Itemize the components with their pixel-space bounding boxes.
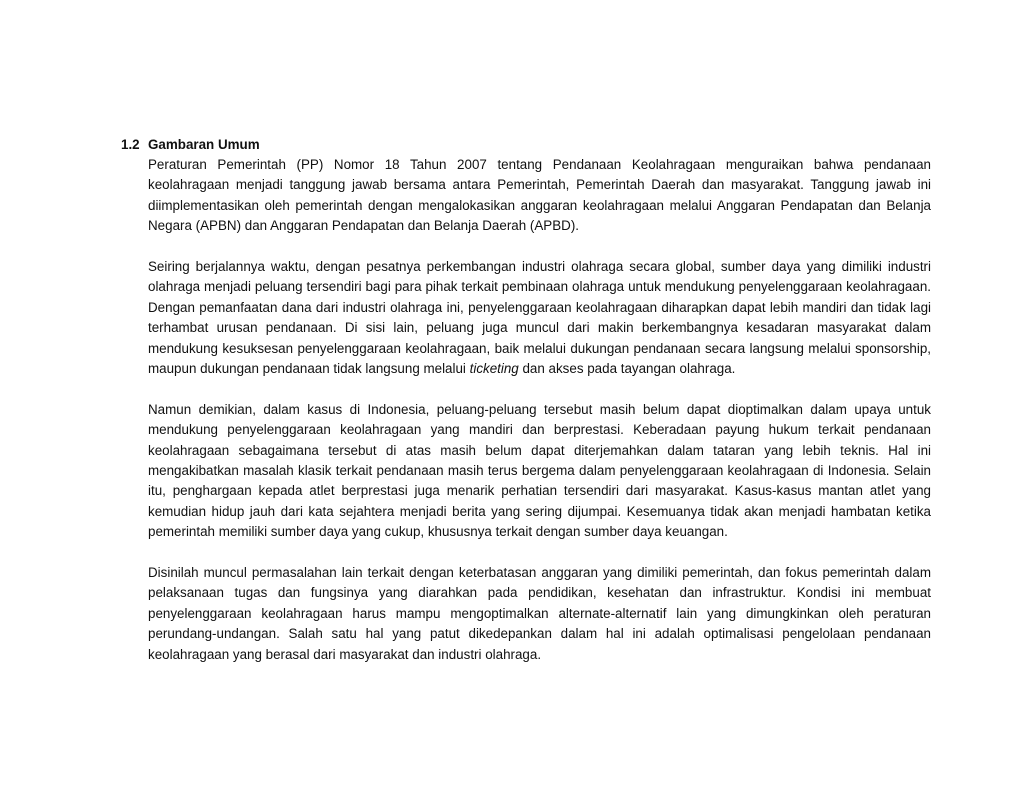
paragraph-1: Peraturan Pemerintah (PP) Nomor 18 Tahun 2007 tentang Pendanaan Keolahragaan menguraikan bahwa pendanaan keolahragaan menjadi tanggung jawab bersama antara Pemerintah, Pemerintah Daerah dan masyarakat. Tanggung jawab ini diimplementasikan oleh pemerintah dengan mengalokasikan anggaran keolahragaan melalui Anggaran Pendapatan dan Belanja Negara (APBN) dan Anggaran Pendapatan dan Belanja Daerah (APBD). [148,157,931,234]
paragraph-3: Namun demikian, dalam kasus di Indonesia, peluang-peluang tersebut masih belum dapat dioptimalkan dalam upaya untuk mendukung penyelenggaraan keolahragaan yang mandiri dan berprestasi. Keberadaan payung hukum terkait pendanaan keolahragaan sebagaimana tersebut di atas masih belum dapat diterjemahkan dalam tataran yang lebih teknis. Hal ini mengakibatkan masalah klasik terkait pendanaan masih terus bergema dalam penyelenggaraan keolahragaan di Indonesia. Selain itu, penghargaan kepada atlet berprestasi juga menarik perhatian tersendiri dari masyarakat. Kasus-kasus mantan atlet yang kemudian hidup jauh dari kata sejahtera menjadi berita yang sering dijumpai. Kesemuanya tidak akan menjadi hambatan ketika pemerintah memiliki sumber daya yang cukup, khususnya terkait dengan sumber daya keuangan. [148,401,931,540]
paragraph-2 [148,257,931,379]
paragraph-2-text-after: dan akses pada tayangan olahraga. [518,361,736,377]
section-heading [121,135,260,155]
paragraph-2-text-before: Seiring berjalannya waktu, dengan pesatnya perkembangan industri olahraga secara global, sumber daya yang dimiliki industri olahraga menjadi peluang tersendiri bagi para pihak terkait pembinaan olahraga untuk mendukung penyelenggaraan keolahragaan. Dengan pemanfaatan dana dari industri olahraga ini, penyelenggaraan keolahragaan diharapkan dapat lebih mandiri dan tidak lagi terhambat urusan pendanaan. Di sisi lain, peluang juga muncul dari makin berkembangnya kesadaran masyarakat dalam mendukung kesuksesan penyelenggaraan keolahragaan, baik melalui dukungan pendanaan secara langsung melalui sponsorship, maupun dukungan pendanaan tidak langsung melalui [148,259,931,377]
paragraph-4: Disinilah muncul permasalahan lain terkait dengan keterbatasan anggaran yang dimiliki pemerintah, dan fokus pemerintah dalam pelaksanaan tugas dan fungsinya yang diarahkan pada pendidikan, kesehatan dan infrastruktur. Kondisi ini membuat penyelenggaraan keolahragaan harus mampu mengoptimalkan alternate-alternatif lain yang dimungkinkan oleh peraturan perundang-undangan. Salah satu hal yang patut dikedepankan dalam hal ini adalah optimalisasi pengelolaan pendanaan keolahragaan yang berasal dari masyarakat dan industri olahraga. [148,565,931,662]
section-title: Gambaran Umum [148,137,260,152]
paragraph-2-emphasis: ticketing [469,361,519,377]
section-body [148,155,931,665]
section-number: 1.2 [121,137,140,152]
